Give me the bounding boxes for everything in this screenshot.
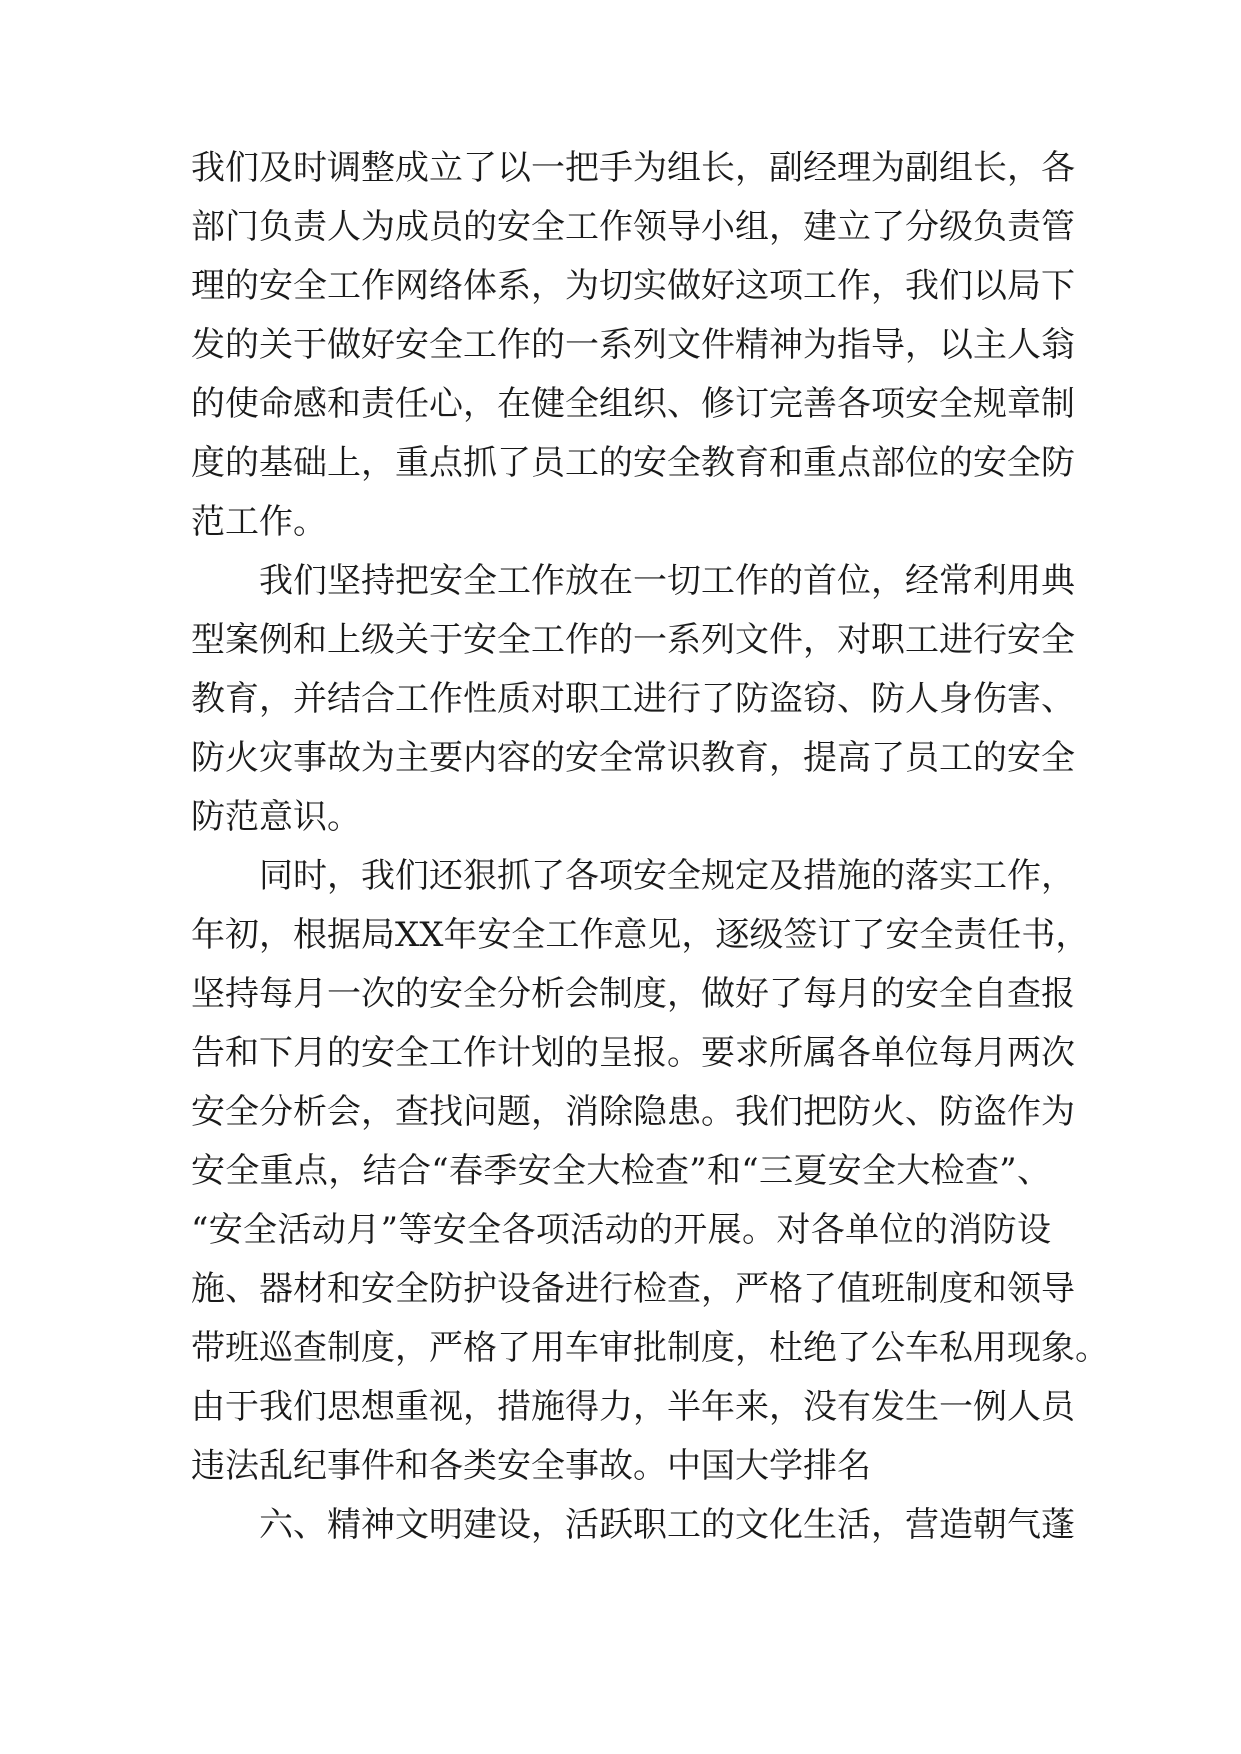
text-line: 同时，我们还狠抓了各项安全规定及措施的落实工作， bbox=[259, 856, 1075, 896]
text-line: “安全活动月”等安全各项活动的开展。对各单位的消防设 bbox=[191, 1210, 1051, 1250]
text-line: 年初，根据局XX年安全工作意见，逐级签订了安全责任书， bbox=[191, 915, 1090, 955]
text-line: 安全重点，结合“春季安全大检查”和“三夏安全大检查”、 bbox=[191, 1151, 1051, 1191]
text-line: 教育，并结合工作性质对职工进行了防盗窃、防人身伤害、 bbox=[191, 679, 1075, 719]
text-line: 度的基础上，重点抓了员工的安全教育和重点部位的安全防 bbox=[191, 443, 1075, 483]
text-line: 我们及时调整成立了以一把手为组长，副经理为副组长，各 bbox=[191, 148, 1075, 188]
text-line: 由于我们思想重视，措施得力，半年来，没有发生一例人员 bbox=[191, 1387, 1075, 1427]
text-line: 带班巡查制度，严格了用车审批制度，杜绝了公车私用现象。 bbox=[191, 1328, 1109, 1368]
text-line: 防范意识。 bbox=[191, 797, 361, 837]
text-line: 范工作。 bbox=[191, 502, 327, 542]
text-line: 安全分析会，查找问题，消除隐患。我们把防火、防盗作为 bbox=[191, 1092, 1075, 1132]
text-line: 告和下月的安全工作计划的呈报。要求所属各单位每月两次 bbox=[191, 1033, 1075, 1073]
text-line: 理的安全工作网络体系，为切实做好这项工作，我们以局下 bbox=[191, 266, 1075, 306]
text-line: 防火灾事故为主要内容的安全常识教育，提高了员工的安全 bbox=[191, 738, 1075, 778]
text-line: 发的关于做好安全工作的一系列文件精神为指导，以主人翁 bbox=[191, 325, 1075, 365]
text-line: 施、器材和安全防护设备进行检查，严格了值班制度和领导 bbox=[191, 1269, 1075, 1309]
text-line: 六、精神文明建设，活跃职工的文化生活，营造朝气蓬 bbox=[259, 1505, 1075, 1545]
text-line: 我们坚持把安全工作放在一切工作的首位，经常利用典 bbox=[259, 561, 1075, 601]
text-line: 型案例和上级关于安全工作的一系列文件，对职工进行安全 bbox=[191, 620, 1075, 660]
text-line: 违法乱纪事件和各类安全事故。中国大学排名 bbox=[191, 1446, 871, 1486]
text-line: 部门负责人为成员的安全工作领导小组，建立了分级负责管 bbox=[191, 207, 1075, 247]
text-line: 坚持每月一次的安全分析会制度，做好了每月的安全自查报 bbox=[191, 974, 1075, 1014]
text-line: 的使命感和责任心，在健全组织、修订完善各项安全规章制 bbox=[191, 384, 1075, 424]
